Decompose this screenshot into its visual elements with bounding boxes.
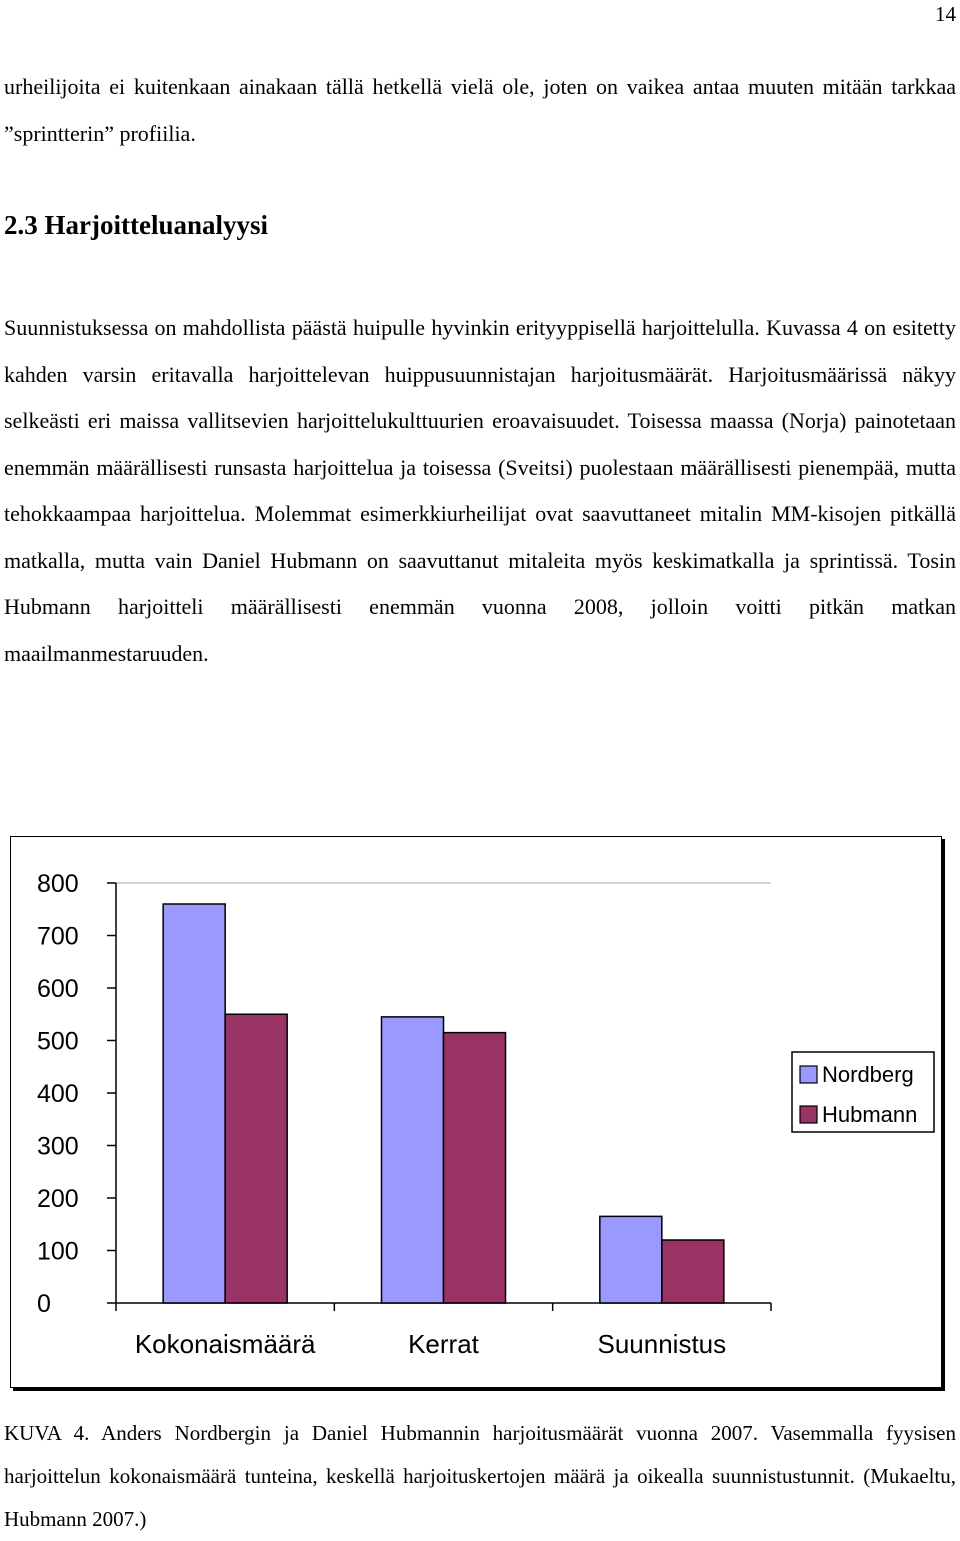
bar-hubmann-0 <box>225 1014 287 1303</box>
bar-hubmann-2 <box>662 1240 724 1303</box>
figure-chart <box>10 836 942 1388</box>
y-tick-label: 100 <box>37 1237 79 1266</box>
y-tick-label: 700 <box>37 922 79 951</box>
category-label: Kerrat <box>408 1329 479 1359</box>
section-heading: 2.3 Harjoitteluanalyysi <box>4 210 268 240</box>
page-number: 14 <box>935 2 956 26</box>
y-tick-label: 400 <box>37 1080 79 1108</box>
y-tick-label: 200 <box>37 1185 79 1213</box>
y-tick-label: 0 <box>37 1290 51 1318</box>
legend-label: Nordberg <box>822 1062 914 1087</box>
y-tick-label: 300 <box>37 1132 79 1161</box>
y-tick-label: 500 <box>37 1027 79 1056</box>
bar-nordberg-0 <box>163 904 225 1303</box>
legend-swatch <box>800 1066 817 1083</box>
y-tick-label: 800 <box>37 870 79 898</box>
y-tick-label: 600 <box>37 975 79 1003</box>
figure-caption: KUVA 4. Anders Nordbergin ja Daniel Hubmannin harjoitusmäärät vuonna 2007. Vasemmalla fyysisen harjoittelun kokonaismäärä tunteina, keskellä harjoituskertojen määrä ja oikealla suunnistustunnit. (Mukaeltu, Hubmann 2007.) <box>4 1421 956 1531</box>
paragraph-analysis: Suunnistuksessa on mahdollista päästä huipulle hyvinkin erityyppisellä harjoittelulla. Kuvassa 4 on esitetty kahden varsin eritavalla harjoittelevan huippusuunnistajan harjoitusmäärät. Harjoitusmäärissä näkyy selkeästi eri maissa vallitsevien harjoittelukulttuurien eroavaisuudet. Toisessa maassa (Norja) painotetaan enemmän määrällisesti runsasta harjoittelua ja toisessa (Sveitsi) puolestaan määrällisesti pienempää, mutta tehokkaampaa harjoittelua. Molemmat esimerkkiurheilijat ovat saavuttaneet mitalin MM-kisojen pitkällä matkalla, mutta vain Daniel Hubmann on saavuttanut mitaleita myös keskimatkalla ja sprintissä. Tosin Hubmann harjoitteli määrällisesti enemmän vuonna 2008, jolloin voitti pitkän matkan maailmanmestaruuden. <box>4 315 956 666</box>
legend-label: Hubmann <box>822 1102 918 1127</box>
paragraph-intro: urheilijoita ei kuitenkaan ainakaan tällä hetkellä vielä ole, joten on vaikea antaa muuten mitään tarkkaa ”sprintterin” profiilia. <box>4 74 956 146</box>
bar-hubmann-1 <box>444 1033 506 1303</box>
category-label: Suunnistus <box>597 1329 727 1359</box>
category-label: Kokonaismäärä <box>134 1329 316 1359</box>
bar-nordberg-2 <box>600 1216 662 1303</box>
bar-nordberg-1 <box>382 1017 444 1303</box>
bar-chart <box>11 837 941 1387</box>
legend-swatch <box>800 1106 817 1123</box>
